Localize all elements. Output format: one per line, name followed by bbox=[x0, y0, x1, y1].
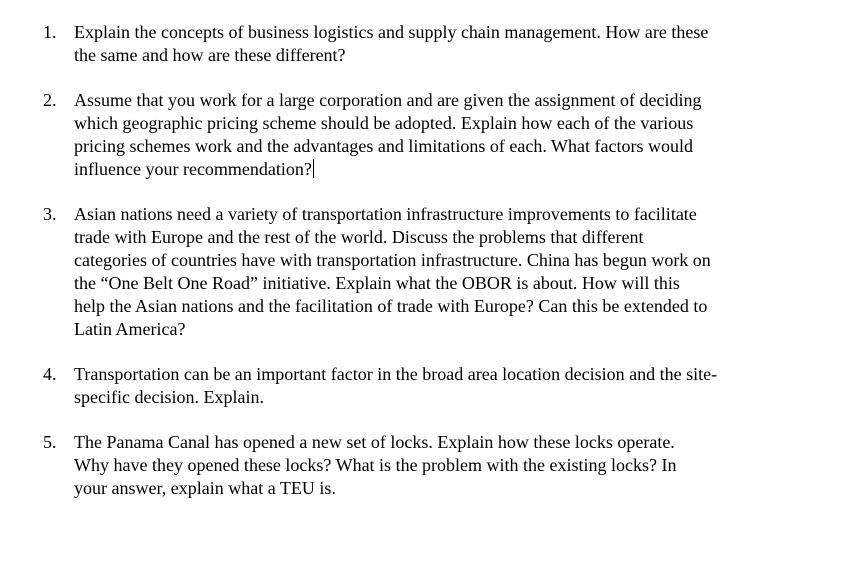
question-text-line: Assume that you work for a large corporation and are given the assignment of deciding bbox=[74, 90, 702, 110]
question-number: 3. bbox=[43, 204, 57, 224]
question-text-line: Asian nations need a variety of transportation infrastructure improvements to facilitate bbox=[74, 204, 697, 224]
question-text-line: your answer, explain what a TEU is. bbox=[74, 478, 336, 498]
question-list bbox=[43, 21, 803, 500]
question-number: 5. bbox=[43, 432, 57, 452]
question-5 bbox=[43, 431, 803, 500]
question-text-line: Why have they opened these locks? What is the problem with the existing locks? In bbox=[74, 455, 677, 475]
text-cursor bbox=[313, 159, 314, 178]
question-text-line: categories of countries have with transportation infrastructure. China has begun work on bbox=[74, 250, 711, 270]
question-text-line-with-caret[interactable] bbox=[74, 158, 803, 181]
question-text-line: the “One Belt One Road” initiative. Explain what the OBOR is about. How will this bbox=[74, 273, 680, 293]
question-text-line: help the Asian nations and the facilitation of trade with Europe? Can this be extended to bbox=[74, 296, 708, 316]
question-text-line: which geographic pricing scheme should be adopted. Explain how each of the various bbox=[74, 113, 694, 133]
question-text-line: pricing schemes work and the advantages and limitations of each. What factors would bbox=[74, 136, 693, 156]
question-number: 4. bbox=[43, 364, 57, 384]
question-text-line: Explain the concepts of business logistics and supply chain management. How are these bbox=[74, 22, 709, 42]
question-text-line: The Panama Canal has opened a new set of locks. Explain how these locks operate. bbox=[74, 432, 675, 452]
question-2 bbox=[43, 89, 803, 181]
question-number: 2. bbox=[43, 90, 57, 110]
question-text-line: the same and how are these different? bbox=[74, 45, 346, 65]
question-3 bbox=[43, 203, 803, 341]
question-text-line: influence your recommendation? bbox=[74, 159, 312, 179]
question-text-line: Transportation can be an important factor in the broad area location decision and the site- bbox=[74, 364, 718, 384]
question-4 bbox=[43, 363, 803, 409]
question-1 bbox=[43, 21, 803, 67]
question-text-line: trade with Europe and the rest of the world. Discuss the problems that different bbox=[74, 227, 644, 247]
question-text-line: Latin America? bbox=[74, 319, 186, 339]
question-number: 1. bbox=[43, 22, 57, 42]
question-text-line: specific decision. Explain. bbox=[74, 387, 264, 407]
